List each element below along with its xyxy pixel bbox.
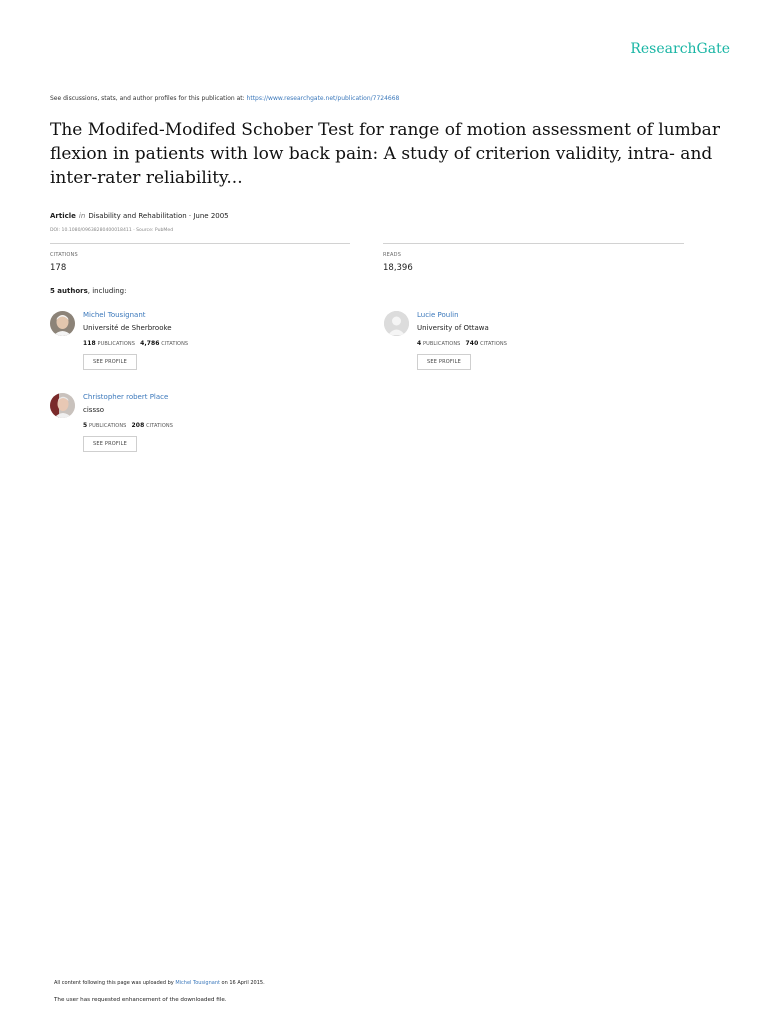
author-publications-label: PUBLICATIONS: [88, 423, 127, 429]
journal-info: Disability and Rehabilitation · June 2005: [88, 212, 229, 220]
upload-notice-prefix: All content following this page was uploaded by: [54, 980, 176, 986]
discussion-notice: [50, 95, 399, 102]
author-name[interactable]: Christopher robert Place: [83, 393, 169, 401]
see-profile-button[interactable]: SEE PROFILE: [83, 436, 137, 452]
author-card: [50, 393, 350, 463]
author-institution: Université de Sherbrooke: [83, 324, 172, 332]
authors-suffix: , including:: [87, 287, 127, 295]
author-institution: cissso: [83, 406, 105, 414]
author-publications-label: PUBLICATIONS: [422, 341, 461, 347]
author-publications-label: PUBLICATIONS: [97, 341, 135, 347]
author-citations-count: 740: [465, 340, 479, 347]
article-in: in: [78, 212, 86, 220]
reads-count: 18,396: [383, 263, 413, 273]
author-citations-label: CITATIONS: [146, 423, 174, 429]
author-citations-label: CITATIONS: [161, 341, 189, 347]
discussion-notice-text: See discussions, stats, and author profiles for this publication at:: [50, 95, 247, 102]
doi-source: DOI: 10.1080/09638280400018411 · Source: PubMed: [50, 228, 174, 233]
author-stats: [417, 340, 507, 347]
author-avatar[interactable]: [50, 393, 75, 418]
author-card: [384, 311, 684, 381]
see-profile-button[interactable]: SEE PROFILE: [83, 354, 137, 370]
author-institution: University of Ottawa: [417, 324, 489, 332]
upload-notice-suffix: on 16 April 2015.: [219, 980, 265, 986]
publication-link[interactable]: https://www.researchgate.net/publication/7724668: [246, 95, 400, 102]
author-publications-count: 4: [417, 340, 422, 347]
upload-notice: [54, 980, 265, 986]
author-stats: [83, 422, 173, 429]
author-avatar-placeholder[interactable]: [384, 311, 409, 336]
publication-title: The Modifed-Modifed Schober Test for range of motion assessment of lumbar flexion in patients with low back pain: A study of criterion validity, intra- and inter-rater reliability...: [50, 120, 720, 188]
researchgate-logo[interactable]: ResearchGate: [630, 41, 730, 57]
author-publications-count: 5: [83, 422, 88, 429]
author-name[interactable]: Lucie Poulin: [417, 311, 459, 319]
reads-divider: [383, 243, 684, 244]
author-avatar[interactable]: [50, 311, 75, 336]
article-meta: [50, 212, 229, 220]
reads-label: READS: [383, 252, 402, 258]
citations-label: CITATIONS: [50, 252, 78, 258]
author-name[interactable]: Michel Tousignant: [83, 311, 146, 319]
uploader-link[interactable]: Michel Tousignant: [175, 980, 220, 986]
citations-divider: [50, 243, 350, 244]
article-type: Article: [50, 212, 76, 220]
author-citations-count: 4,786: [140, 340, 160, 347]
author-citations-label: CITATIONS: [480, 341, 508, 347]
authors-heading: [50, 287, 126, 295]
author-stats: [83, 340, 188, 347]
see-profile-button[interactable]: SEE PROFILE: [417, 354, 471, 370]
author-card: [50, 311, 350, 381]
authors-count: 5 authors: [50, 287, 88, 295]
enhancement-note: The user has requested enhancement of the downloaded file.: [54, 997, 227, 1003]
author-citations-count: 208: [131, 422, 145, 429]
citations-count: 178: [50, 263, 67, 273]
author-publications-count: 118: [83, 340, 96, 347]
